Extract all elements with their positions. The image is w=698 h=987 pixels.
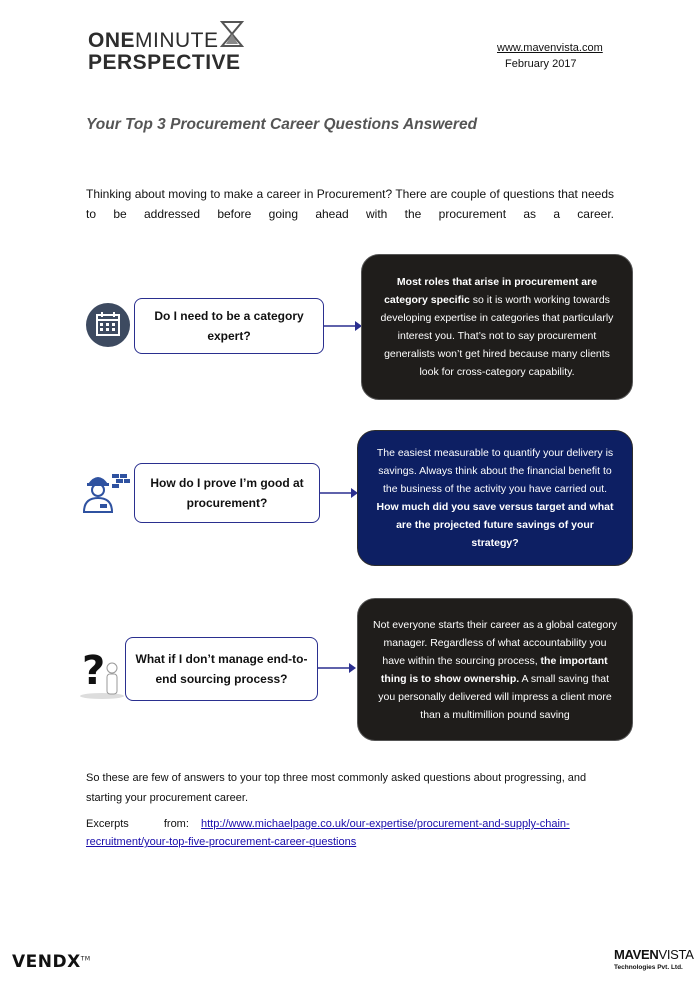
arrow-2-icon [319,487,359,499]
svg-text:?: ? [82,648,106,694]
logo-line-perspective: PERSPECTIVE [88,51,241,74]
mavenvista-logo: MAVENVISTA [614,947,694,962]
question-2-text: How do I prove I’m good at procurement? [150,476,304,510]
question-mark-icon [76,644,128,700]
website-link[interactable]: www.mavenvista.com [497,42,603,54]
answer-2-text: The easiest measurable to quantify your delivery is savings. Always think about the financial benefit to the business of the activity you have carried out. How much did you save versus target and what are the projected future savings of your strategy? [376,447,614,549]
question-3-text: What if I don’t manage end-to-end sourcing process? [135,652,308,686]
question-3-box [125,637,318,701]
calendar-icon [86,303,130,347]
excerpts-label: Excerpts from: [86,818,189,830]
question-1-box [134,298,324,354]
excerpt-link-line-2[interactable]: recruitment/your-top-five-procurement-career-questions [86,836,357,848]
outro-paragraph: So these are few of answers to your top three most commonly asked questions about progressing, and starting your procurement career. [86,772,587,804]
answer-1-box [361,254,633,400]
mavenvista-subtitle: Technologies Pvt. Ltd. [614,964,683,971]
answer-3-box [357,598,633,741]
vendx-logo: VENDX™ [12,952,91,972]
arrow-3-icon [317,662,357,674]
answer-1-text: Most roles that arise in procurement are category specific so it is worth working towards developing expertise in categories that particularly interest you. That’s not to say procurement generalists won’t get hired because many clients look for cross-category capability. [380,276,614,378]
publish-date: February 2017 [505,58,577,70]
answer-3-text: Not everyone starts their career as a global category manager. Regardless of what accountability you have within the sourcing process, the important thing is to show ownership. A small saving that you personally delivered will impress a client more than a multimillion pound saving [373,618,617,721]
question-1-text: Do I need to be a category expert? [154,309,304,343]
worker-icon [82,468,132,514]
question-2-box [134,463,320,523]
excerpt-link-line-1[interactable]: http://www.michaelpage.co.uk/our-expertise/procurement-and-supply-chain- [201,818,570,830]
page-title: Your Top 3 Procurement Career Questions Answered [86,116,478,133]
logo-line-one-minute: ONEMINUTE [88,29,219,52]
hourglass-icon [218,20,246,48]
intro-paragraph: Thinking about moving to make a career in Procurement? There are couple of questions that needs to be addressed before going ahead with the procurement as a career. [86,187,614,221]
calendar-icon-badge [86,303,130,347]
arrow-1-icon [323,320,363,332]
answer-2-box [357,430,633,566]
